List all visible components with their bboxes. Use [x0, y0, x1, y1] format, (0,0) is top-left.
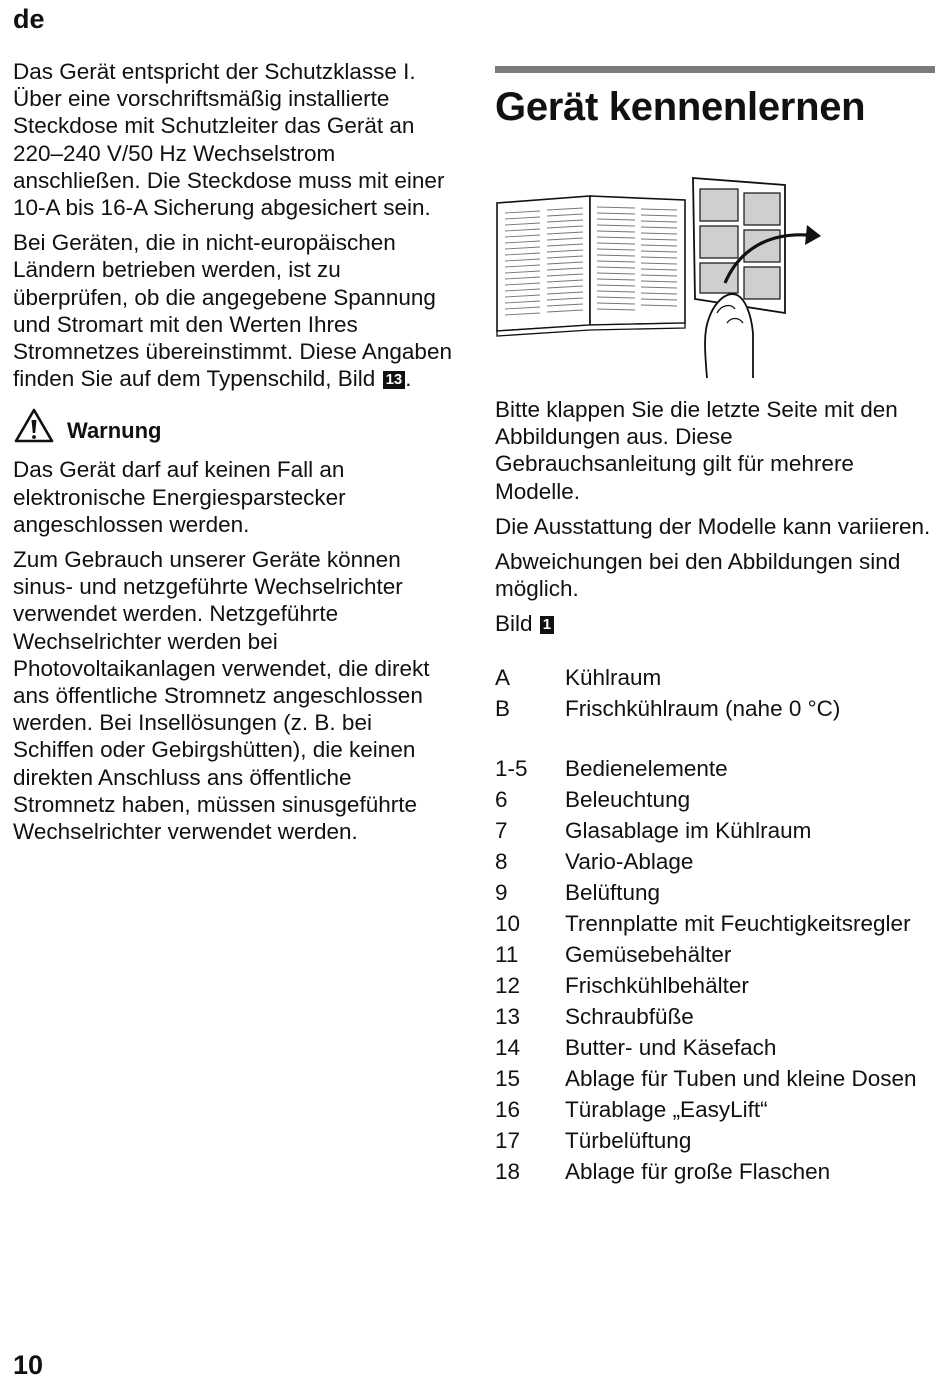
legend-key: 16 [495, 1097, 521, 1123]
legend-key: 1-5 [495, 756, 528, 782]
paragraph-non-european [13, 229, 453, 392]
legend-label: Ablage für Tuben und kleine Dosen [565, 1066, 917, 1092]
list-item [495, 1096, 935, 1124]
legend-key: 15 [495, 1066, 521, 1092]
legend-key: 17 [495, 1128, 521, 1154]
figure-reference-text: Bild [495, 611, 533, 637]
legend-label: Vario-Ablage [565, 849, 694, 875]
language-code: de [13, 4, 45, 34]
legend-label: Türablage „EasyLift“ [565, 1097, 768, 1123]
legend-key: 7 [495, 818, 508, 844]
legend-label: Belüftung [565, 880, 661, 906]
legend-key: 18 [495, 1159, 521, 1185]
list-item [495, 664, 935, 692]
list-item [495, 786, 935, 814]
legend-key: 10 [495, 911, 521, 937]
legend-key: 11 [495, 942, 519, 968]
legend-label: Trennplatte mit Feuchtigkeitsregler [565, 911, 911, 937]
paragraph-energy-plug: Das Gerät darf auf keinen Fall an elektronische Energiesparstecker angeschlossen werden. [13, 457, 346, 537]
paragraph-deviations: Abweichungen bei den Abbildungen sind möglich. [495, 549, 901, 602]
list-item [495, 972, 935, 1000]
legend-label: Bedienelemente [565, 756, 728, 782]
legend-key: 14 [495, 1035, 521, 1061]
legend-label: Schraubfüße [565, 1004, 694, 1030]
legend-label: Frischkühlbehälter [565, 973, 749, 999]
warning-heading [13, 406, 453, 446]
legend-label: Ablage für große Flaschen [565, 1159, 831, 1185]
list-item [495, 879, 935, 907]
list-item [495, 941, 935, 969]
warning-title: Warnung [67, 418, 162, 444]
figure-reference [495, 610, 935, 637]
left-column [13, 58, 453, 853]
legend-label: Beleuchtung [565, 787, 691, 813]
paragraph-non-european-text: Bei Geräten, die in nicht-europäischen Ländern betrieben werden, ist zu überprüfen, ob die angegebene Spannung und Stromart mit den Werten Ihres Stromnetzes übereinstimmt. Diese Angaben finden Sie auf dem Typenschild, Bild [13, 230, 452, 392]
list-item [495, 910, 935, 938]
legend-key: 6 [495, 787, 508, 813]
list-item [495, 1065, 935, 1093]
legend-key: 9 [495, 880, 508, 906]
paragraph-inverter: Zum Gebrauch unserer Geräte können sinus- und netzgeführte Wechselrichter verwendet werden. Netzgeführte Wechselrichter werden bei Photovoltaikanlagen verwendet, die direkt ans öffentliche Stromnetz angeschlossen werden. Bei Insellösungen (z. B. bei Schiffen oder Gebirgshütten), die keinen direkten Anschluss ans öffentliche Stromnetz haben, müssen sinusgeführte Wechselrichter verwendet werden. [13, 547, 430, 845]
legend-label: Kühlraum [565, 664, 662, 690]
legend-label: Glasablage im Kühlraum [565, 818, 812, 844]
section-rule [495, 66, 935, 73]
list-item [495, 1158, 935, 1186]
legend-components [495, 755, 935, 1186]
legend-key: 8 [495, 849, 508, 875]
legend-key: A [495, 664, 511, 690]
list-item [495, 1003, 935, 1031]
legend-key: B [495, 695, 511, 721]
figure-reference-badge: 13 [383, 371, 406, 389]
legend-key: 13 [495, 1004, 521, 1030]
legend-label: Türbelüftung [565, 1128, 692, 1154]
paragraph-equipment: Die Ausstattung der Modelle kann variieren. [495, 513, 931, 539]
legend-zones [495, 664, 935, 723]
fold-out-page-icon [495, 173, 825, 383]
legend-label: Butter- und Käsefach [565, 1035, 777, 1061]
list-item [495, 755, 935, 783]
page-number: 10 [13, 1350, 44, 1380]
list-item [495, 1127, 935, 1155]
paragraph-protection-class: Das Gerät entspricht der Schutzklasse I. Über eine vorschriftsmäßig installierte Steckdose mit Schutzleiter das Gerät an 220–240 V/50 Hz Wechselstrom anschließen. Die Steckdose muss mit einer 10-A bis 16-A Sicherung abgesichert sein. [13, 59, 445, 221]
legend-key: 12 [495, 973, 521, 999]
paragraph-end-punct: . [405, 366, 412, 392]
list-item [495, 1034, 935, 1062]
right-column [495, 66, 935, 1189]
list-item [495, 695, 935, 723]
legend-label: Frischkühlraum (nahe 0 °C) [565, 695, 841, 721]
paragraph-fold-out: Bitte klappen Sie die letzte Seite mit den Abbildungen aus. Diese Gebrauchsanleitung gilt für mehrere Modelle. [495, 397, 898, 504]
list-item [495, 848, 935, 876]
section-title: Gerät kennenlernen [495, 85, 866, 129]
legend-label: Gemüsebehälter [565, 942, 732, 968]
warning-triangle-icon [13, 407, 55, 445]
figure-number-badge: 1 [540, 616, 554, 634]
list-item [495, 817, 935, 845]
